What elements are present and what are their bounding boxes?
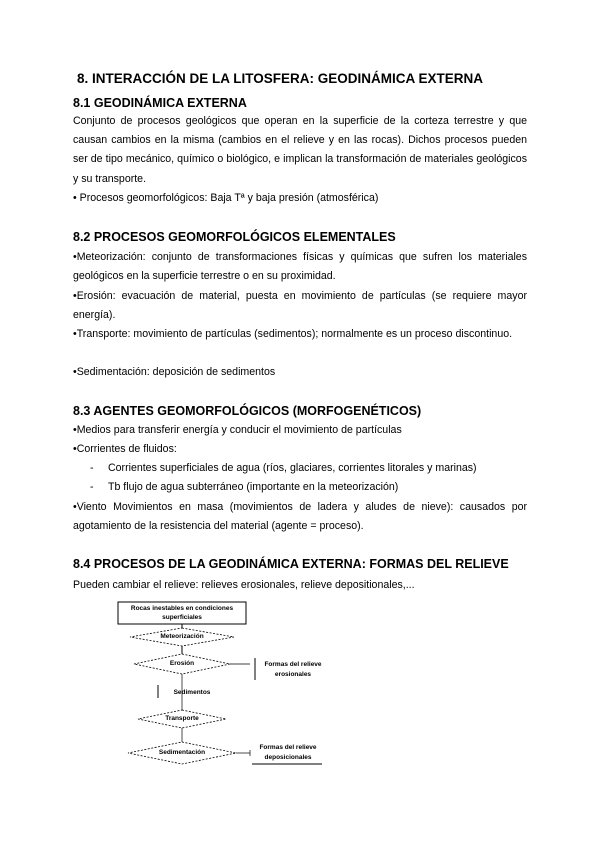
label-formas-deposicionales [252,743,324,763]
dash-marker: - [90,462,94,474]
node-sedimentacion: Sedimentación [158,749,206,756]
line-corrientes-fluidos: •Corrientes de fluidos: [73,443,177,455]
paragraph-intro-relieve: Pueden cambiar el relieve: relieves erosionales, relieve depositionales,... [73,579,415,591]
heading-8-1: 8.1 GEODINÁMICA EXTERNA [73,96,247,110]
node-sedimentos: Sedimentos [173,689,211,696]
paragraph-8-1: Conjunto de procesos geológicos que operan en la superficie de la corteza terrestre y que causan cambios en la misma (cambios en el relieve y en las rocas). Dichos procesos pueden ser de tipo mecánico, químico o biológico, e implican la transformación de materiales geológicos y su transporte. [73,115,527,185]
heading-8-3: 8.3 AGENTES GEOMORFOLÓGICOS (MORFOGENÉTICOS) [73,404,422,418]
label-deposicionales-line1: Formas del relieve [259,744,317,751]
bullet-procesos-geomorfologicos: • Procesos geomorfológicos: Baja Tª y baja presión (atmosférica) [73,192,379,204]
page-title: 8. INTERACCIÓN DE LA LITOSFERA: GEODINÁMICA EXTERNA [77,71,484,86]
flow-diagram [110,600,350,775]
paragraph-transporte: •Transporte: movimiento de partículas (sedimentos); normalmente es un proceso discontinuo. [73,328,513,340]
dash-marker: - [90,481,94,493]
label-erosionales-line2: erosionales [274,671,312,678]
dash-item-flujo-subterraneo [90,478,398,497]
label-deposicionales-line2: deposicionales [264,754,312,761]
dash-item-text: Corrientes superficiales de agua (ríos, glaciares, corrientes litorales y marinas) [108,462,477,474]
node-meteorizacion: Meteorización [160,633,204,640]
paragraph-meteorizacion: •Meteorización: conjunto de transformaciones físicas y químicas que sufren los materiales geológicos en la superficie terrestre o en su proximidad. [73,251,527,283]
node-rocas-inestables [118,604,246,622]
paragraph-erosion: •Erosión: evacuación de material, puesta en movimiento de partículas (se requiere mayor energía). [73,290,527,322]
label-erosionales-line1: Formas del relieve [264,661,322,668]
node-transporte: Transporte [165,715,199,722]
node-rocas-line2: superficiales [162,614,202,621]
dash-item-corrientes-superficiales [90,459,477,478]
dash-item-text: Tb flujo de agua subterráneo (importante en la meteorización) [108,481,399,493]
line-medios: •Medios para transferir energía y conducir el movimiento de partículas [73,424,402,436]
paragraph-sedimentacion: •Sedimentación: deposición de sedimentos [73,366,276,378]
node-erosion: Erosión [169,660,195,667]
node-rocas-line1: Rocas inestables en condiciones [130,605,234,612]
heading-8-4: 8.4 PROCESOS DE LA GEODINÁMICA EXTERNA: FORMAS DEL RELIEVE [73,557,509,571]
heading-8-2: 8.2 PROCESOS GEOMORFOLÓGICOS ELEMENTALES [73,230,396,244]
label-formas-erosionales [258,660,328,680]
paragraph-viento: •Viento Movimientos en masa (movimientos de ladera y aludes de nieve): causados por agotamiento de la resistencia del material (agente = proceso). [73,501,527,533]
